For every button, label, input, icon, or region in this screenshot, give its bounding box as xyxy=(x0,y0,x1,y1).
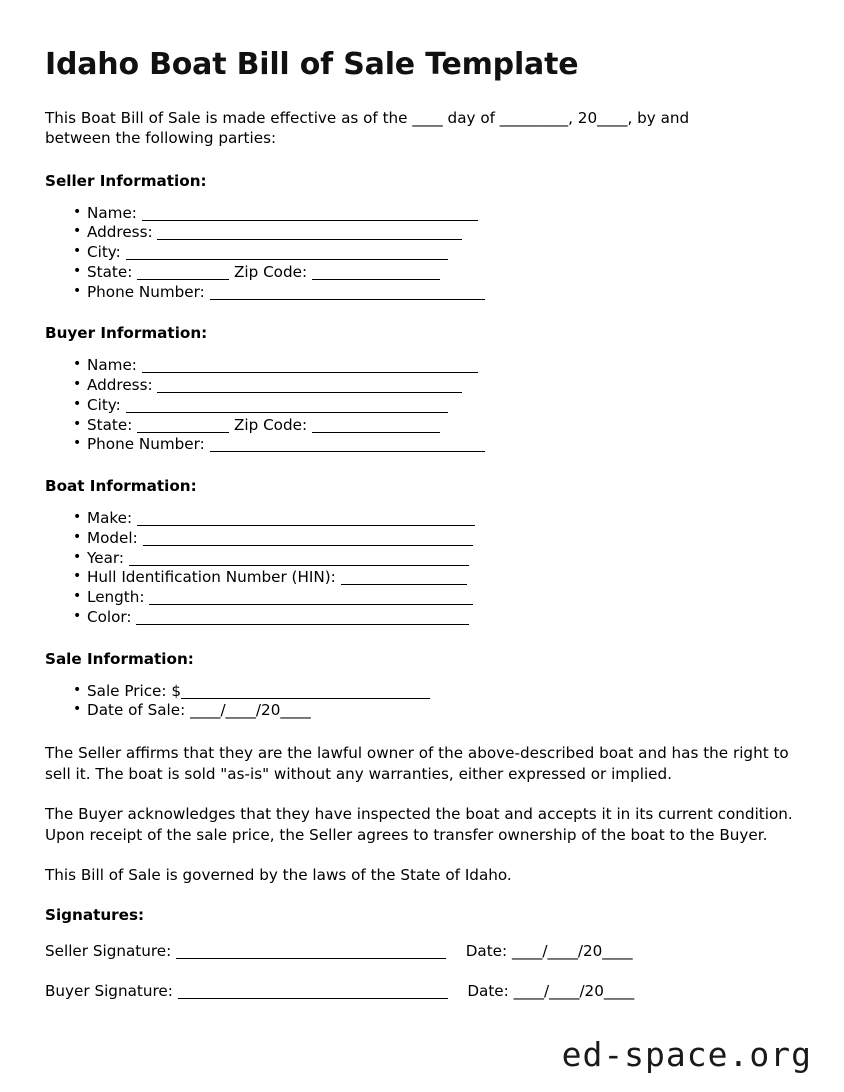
field-label: Model: xyxy=(87,528,138,547)
buyer-name-blank[interactable] xyxy=(142,360,478,373)
sale-field-list xyxy=(45,682,799,722)
clause-buyer-acknowledges: The Buyer acknowledges that they have inspected the boat and accepts it in its current condition. Upon receipt of the sale price, the Seller agrees to transfer ownership of the boat to the Buyer. xyxy=(45,805,793,844)
buyer-city-blank[interactable] xyxy=(126,400,448,413)
boat-field-year xyxy=(45,549,799,569)
sale-information-heading: Sale Information: xyxy=(45,649,194,668)
boat-field-color xyxy=(45,608,799,628)
buyer-signature-row xyxy=(45,982,799,1002)
boat-year-blank[interactable] xyxy=(129,553,469,566)
seller-name-blank[interactable] xyxy=(142,208,478,221)
clause-seller-affirms: The Seller affirms that they are the lawful owner of the above-described boat and has the right to sell it. The boat is sold "as-is" without any warranties, either expressed or implied. xyxy=(45,744,789,783)
buyer-field-list xyxy=(45,356,799,455)
page-title: Idaho Boat Bill of Sale Template xyxy=(45,47,579,82)
buyer-signature-blank[interactable] xyxy=(178,986,448,999)
document-content xyxy=(45,48,799,1023)
field-label: Year: xyxy=(87,548,125,567)
seller-city-blank[interactable] xyxy=(126,247,448,260)
seller-zip-blank[interactable] xyxy=(312,267,440,280)
seller-address-blank[interactable] xyxy=(157,227,462,240)
field-label: State: xyxy=(87,415,133,434)
seller-signature-row xyxy=(45,942,799,962)
field-label: City: xyxy=(87,243,121,262)
buyer-date-label: Date: xyxy=(467,982,509,1001)
boat-field-length xyxy=(45,588,799,608)
buyer-signature-label: Buyer Signature: xyxy=(45,982,173,1001)
seller-date-label: Date: xyxy=(465,941,508,960)
boat-field-model xyxy=(45,529,799,549)
field-label: Length: xyxy=(87,588,145,607)
sale-date-blank[interactable]: ____/____/20____ xyxy=(190,701,311,720)
field-label: Phone Number: xyxy=(87,435,205,454)
buyer-information-heading: Buyer Information: xyxy=(45,324,208,343)
seller-signature-blank[interactable] xyxy=(176,946,446,959)
boat-color-blank[interactable] xyxy=(136,612,469,625)
field-label: Hull Identification Number (HIN): xyxy=(87,568,336,587)
field-label: Address: xyxy=(87,223,153,242)
seller-date-blank[interactable]: ____/____/20____ xyxy=(511,941,633,960)
buyer-state-blank[interactable] xyxy=(137,420,229,433)
boat-information-heading: Boat Information: xyxy=(45,477,197,496)
field-label: Sale Price: $ xyxy=(87,681,181,700)
seller-field-address xyxy=(45,223,799,243)
seller-state-blank[interactable] xyxy=(137,267,229,280)
boat-make-blank[interactable] xyxy=(137,513,475,526)
intro-paragraph: This Boat Bill of Sale is made effective as of the ____ day of _________, 20____, by and between the following parties: xyxy=(45,108,690,148)
sale-field-price xyxy=(45,682,799,702)
seller-information-heading: Seller Information: xyxy=(45,171,207,190)
field-label-zip: Zip Code: xyxy=(233,415,308,434)
seller-phone-blank[interactable] xyxy=(210,287,485,300)
boat-model-blank[interactable] xyxy=(143,533,473,546)
boat-field-make xyxy=(45,509,799,529)
seller-field-list xyxy=(45,204,799,303)
field-label: Name: xyxy=(87,356,137,375)
buyer-zip-blank[interactable] xyxy=(312,420,440,433)
buyer-field-name xyxy=(45,356,799,376)
signatures-heading: Signatures: xyxy=(45,905,145,924)
seller-field-phone xyxy=(45,283,799,303)
field-label: Make: xyxy=(87,509,133,528)
buyer-phone-blank[interactable] xyxy=(210,439,485,452)
field-label: City: xyxy=(87,395,121,414)
buyer-address-blank[interactable] xyxy=(157,380,462,393)
buyer-date-blank[interactable]: ____/____/20____ xyxy=(513,982,635,1001)
seller-field-state-zip xyxy=(45,263,799,283)
boat-field-hin xyxy=(45,568,799,588)
boat-hin-blank[interactable] xyxy=(341,572,467,585)
buyer-field-state-zip xyxy=(45,416,799,436)
seller-field-name xyxy=(45,204,799,224)
field-label-zip: Zip Code: xyxy=(233,262,308,281)
sale-price-blank[interactable] xyxy=(181,686,430,699)
field-label: Phone Number: xyxy=(87,282,205,301)
seller-field-city xyxy=(45,243,799,263)
boat-field-list xyxy=(45,509,799,628)
field-label: Address: xyxy=(87,376,153,395)
seller-signature-label: Seller Signature: xyxy=(45,941,172,960)
buyer-field-address xyxy=(45,376,799,396)
field-label: State: xyxy=(87,262,133,281)
field-label: Date of Sale: xyxy=(87,701,186,720)
sale-field-date xyxy=(45,701,799,721)
clause-governing-law: This Bill of Sale is governed by the laws of the State of Idaho. xyxy=(45,866,512,885)
buyer-field-phone xyxy=(45,435,799,455)
field-label: Name: xyxy=(87,203,137,222)
buyer-field-city xyxy=(45,396,799,416)
site-watermark: ed-space.org xyxy=(561,1035,812,1074)
boat-length-blank[interactable] xyxy=(149,592,473,605)
field-label: Color: xyxy=(87,607,132,626)
